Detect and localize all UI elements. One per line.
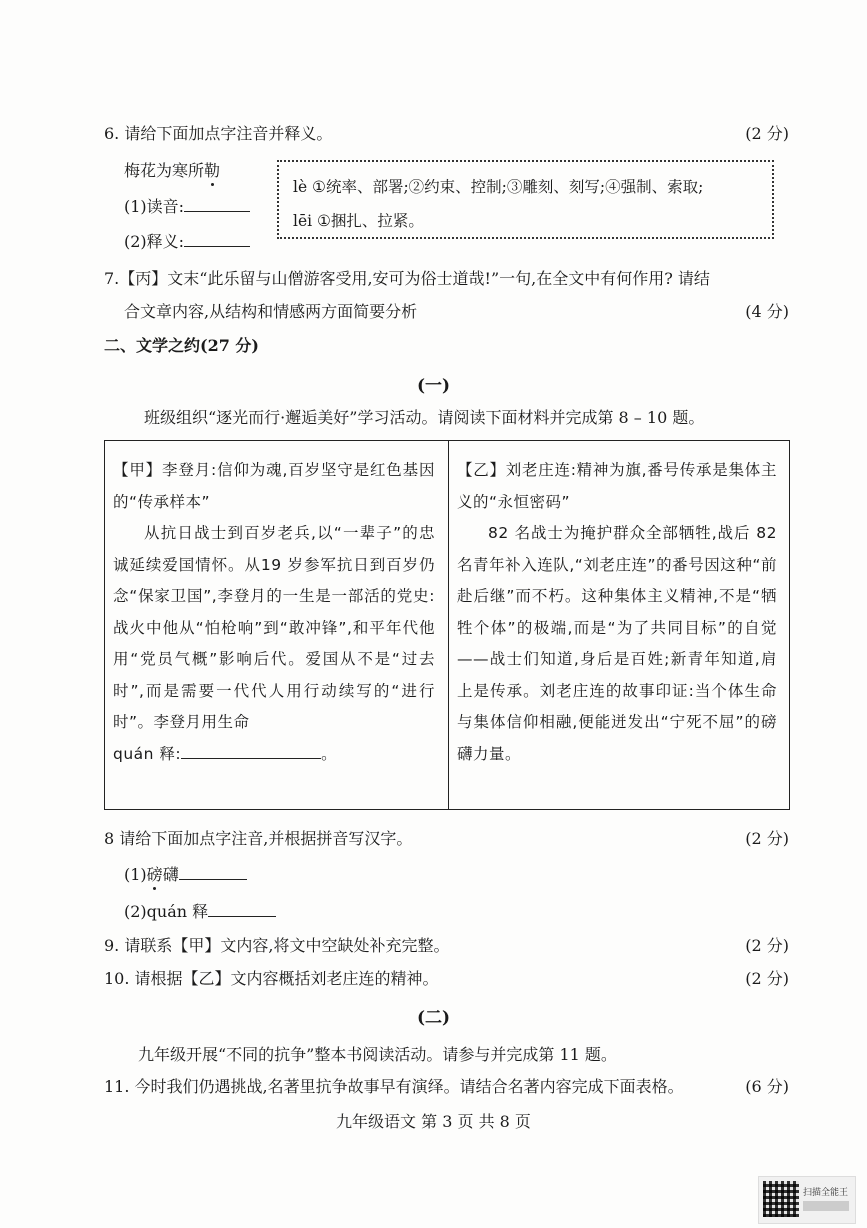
q6-dotted-char: 勒 bbox=[204, 161, 221, 180]
material-table bbox=[104, 440, 790, 810]
q6-meaning-label: (2)释义: bbox=[124, 232, 185, 251]
q9-score: (2 分) bbox=[745, 936, 789, 955]
section-one-intro: 班级组织“逐光而行·邂逅美好”学习活动。请阅读下面材料并完成第 8 – 10 题。 bbox=[144, 408, 705, 427]
scanner-watermark bbox=[758, 1176, 856, 1224]
yi-body: 82 名战士为掩护群众全部牺牲,战后 82 名青年补入连队,“刘老庄连”的番号因这种“前赴后继”而不朽。这种集体主义精神,不是“牺牲个体”的极端,而是“为了共同目标”的自觉——战士们知道,身后是百姓;新青年知道,肩上是传承。刘老庄连的故事印证:当个体生命与集体信仰相融,便能迸发出“宁死不屈”的磅礴力量。 bbox=[457, 524, 777, 763]
q8-item1 bbox=[124, 862, 247, 885]
q8-item2 bbox=[124, 899, 276, 922]
dictionary-line-le: lè ①统率、部署;②约束、控制;③雕刻、刻写;④强制、索取; bbox=[293, 178, 704, 196]
material-jia bbox=[113, 455, 435, 770]
q9-stem: 9. 请联系【甲】文内容,将文中空缺处补充完整。 bbox=[104, 936, 450, 955]
q6-phrase bbox=[124, 158, 220, 181]
q8-item1-blank[interactable] bbox=[179, 865, 247, 880]
q7-score: (4 分) bbox=[745, 302, 789, 321]
jia-fill-blank[interactable] bbox=[181, 744, 321, 759]
scanner-subtext-bar bbox=[803, 1201, 849, 1211]
jia-end: quán 释: 。 bbox=[113, 744, 338, 763]
section-two-title: (二) bbox=[416, 1008, 451, 1028]
q11-stem: 11. 今时我们仍遇挑战,名著里抗争故事早有演绎。请结合名著内容完成下面表格。 bbox=[104, 1077, 684, 1096]
q6-meaning bbox=[124, 229, 250, 252]
q6-reading-blank[interactable] bbox=[184, 197, 250, 212]
qr-code-icon bbox=[763, 1181, 799, 1217]
q8-item1-char2: 礴 bbox=[162, 865, 179, 884]
section-one-title: (一) bbox=[416, 376, 451, 396]
q8-item2-label: (2)quán 释 bbox=[124, 902, 209, 921]
q6-meaning-blank[interactable] bbox=[184, 232, 250, 247]
q10-score: (2 分) bbox=[745, 969, 789, 988]
section-two-intro: 九年级开展“不同的抗争”整本书阅读活动。请参与并完成第 11 题。 bbox=[138, 1045, 617, 1064]
jia-end-label: quán 释: bbox=[113, 744, 182, 763]
q10-stem: 10. 请根据【乙】文内容概括刘老庄连的精神。 bbox=[104, 969, 439, 988]
q8-item2-blank[interactable] bbox=[208, 902, 276, 917]
q6-stem: 6. 请给下面加点字注音并释义。 bbox=[104, 124, 333, 143]
q6-reading-label: (1)读音: bbox=[124, 197, 185, 216]
q7-line1: 7.【丙】文末“此乐留与山僧游客受用,安可为俗士道哉!”一句,在全文中有何作用? 请结 bbox=[104, 269, 710, 288]
part2-heading: 二、文学之约(27 分) bbox=[104, 336, 259, 355]
q6-reading bbox=[124, 194, 250, 217]
yi-title: 【乙】刘老庄连:精神为旗,番号传承是集体主义的“永恒密码” bbox=[457, 461, 777, 511]
table-divider bbox=[448, 441, 449, 809]
q7-line2: 合文章内容,从结构和情感两方面简要分析 bbox=[124, 302, 418, 321]
q6-phrase-before: 梅花为寒所 bbox=[124, 161, 205, 180]
jia-title: 【甲】李登月:信仰为魂,百岁坚守是红色基因的“传承样本” bbox=[113, 461, 435, 511]
q8-item1-dotted-char: 磅 bbox=[146, 865, 163, 884]
material-yi bbox=[457, 455, 777, 770]
scanner-brand: 扫描全能王 bbox=[803, 1188, 849, 1198]
q6-score: (2 分) bbox=[745, 124, 789, 143]
q11-score: (6 分) bbox=[745, 1077, 789, 1096]
dictionary-line-lei: lēi ①捆扎、拉紧。 bbox=[293, 212, 424, 230]
dictionary-box bbox=[277, 160, 774, 239]
page-footer: 九年级语文 第 3 页 共 8 页 bbox=[336, 1112, 531, 1131]
q8-item1-prefix: (1) bbox=[124, 865, 147, 884]
jia-body: 从抗日战士到百岁老兵,以“一辈子”的忠诚延续爱国情怀。从19 岁参军抗日到百岁仍念“保家卫国”,李登月的一生是一部活的党史:战火中他从“怕枪响”到“敢冲锋”,和平年代他用“党员气概”影响后代。爱国从不是“过去时”,而是需要一代代人用行动续写的“进行时”。李登月用生命 bbox=[113, 524, 435, 731]
q8-stem: 8 请给下面加点字注音,并根据拼音写汉字。 bbox=[104, 829, 413, 848]
q8-score: (2 分) bbox=[745, 829, 789, 848]
